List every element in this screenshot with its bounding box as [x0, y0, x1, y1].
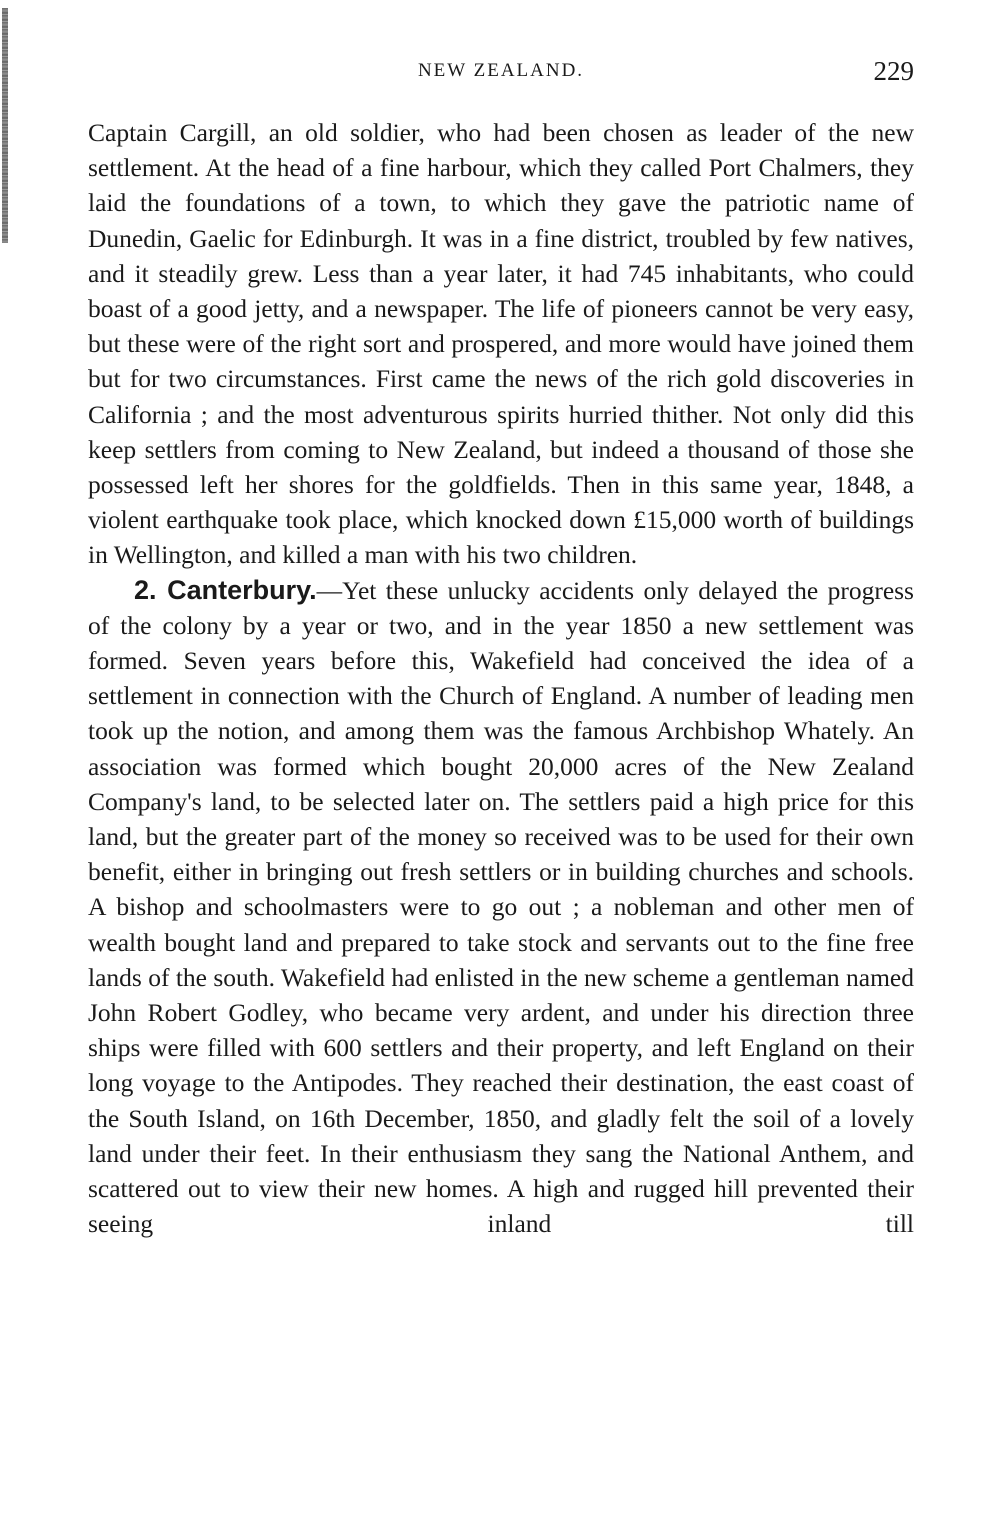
paragraph-1-text: Captain Cargill, an old soldier, who had been chosen as leader of the new settlement. At the head of a fine harbour, which they called Port Chalmers, they laid the foundations of a town, to which they gave the patriotic name of Dunedin, Gaelic for Edinburgh. It was in a fine district, troubled by few natives, and it steadily grew. Less than a year later, it had 745 inhabitants, who could boast of a good jetty, and a newspaper. The life of pioneers cannot be very easy, but these were of the right sort and prospered, and more would have joined them but for two circumstances. First came the news of the rich gold discoveries in California ; and the most adventurous spirits hurried thither. Not only did this keep settlers from coming to New Zealand, but indeed a thousand of those she possessed left her shores for the goldfields. Then in this same year, 1848, a violent earthquake took place, which knocked down £15,000 worth of buildings in Wellington, and killed a man with his two children.	[88, 118, 914, 570]
page-number: 229	[873, 56, 914, 86]
page-header	[88, 56, 914, 90]
page-edge-mark	[2, 8, 8, 243]
running-title: NEW ZEALAND.	[417, 60, 585, 81]
paragraph-1	[88, 115, 914, 573]
paragraph-2-text: —Yet these unlucky accidents only delayed the progress of the colony by a year or two, and in the year 1850 a new settlement was formed. Seven years before this, Wakefield had conceived the idea of a settlement in connection with the Church of England. A number of leading men took up the notion, and among them was the famous Archbishop Whately. An association was formed which bought 20,000 acres of the New Zealand Company's land, to be selected later on. The settlers paid a high price for this land, but the greater part of the money so received was to be used for their own benefit, either in bringing out fresh settlers or in building churches and schools. A bishop and schoolmasters were to go out ; a nobleman and other men of wealth bought land and prepared to take stock and servants out to the fine free lands of the south. Wakefield had enlisted in the new scheme a gentleman named John Robert Godley, who became very ardent, and under his direction three ships were filled with 600 settlers and their property, and left England on their long voyage to the Antipodes. They reached their destination, the east coast of the South Island, on 16th December, 1850, and gladly felt the soil of a lovely land under their feet. In their enthusiasm they sang the National Anthem, and scattered out to view their new homes. A high and rugged hill prevented their seeing inland till	[88, 575, 914, 1239]
paragraph-2	[88, 573, 914, 1242]
section-heading-canterbury: 2. Canterbury.	[134, 574, 317, 605]
body-text	[88, 115, 914, 1242]
